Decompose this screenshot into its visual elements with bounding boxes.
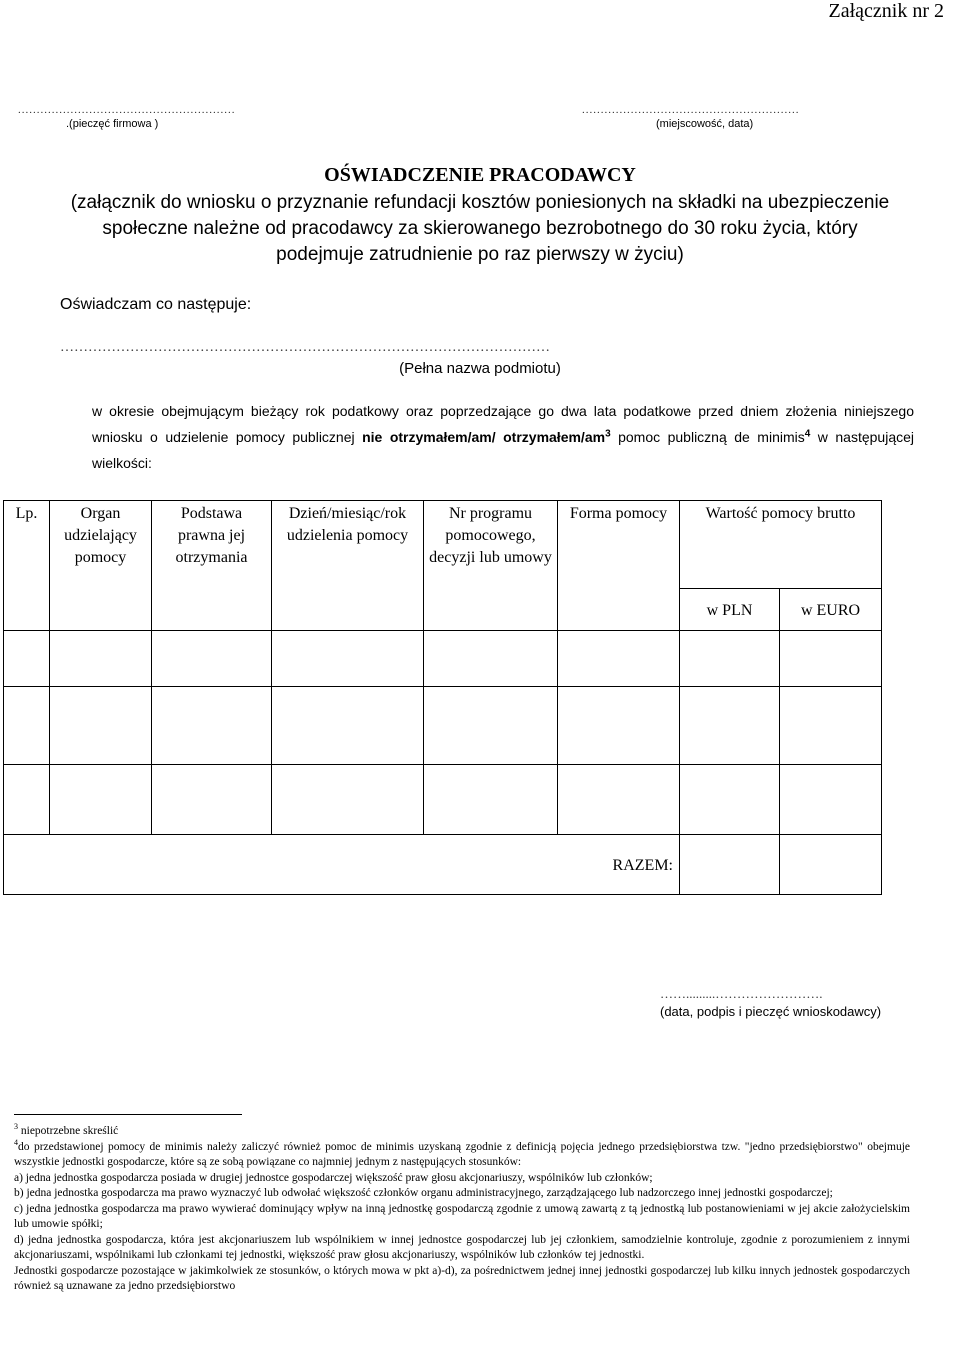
footnote-item-b: b) jedna jednostka gospodarcza ma prawo wyznaczyć lub odwołać większość członków organu administracyjnego, zarządzającego lub nadzorczego innej jednostki gospodarczej; [14,1187,833,1199]
total-row [4,835,882,895]
cell[interactable] [780,687,882,765]
footnote-3 [14,1124,910,1140]
cell[interactable] [272,687,424,765]
cell[interactable] [272,631,424,687]
table-row [4,687,882,765]
entity-name-label: (Pełna nazwa podmiotu) [399,360,561,377]
total-euro[interactable] [780,835,882,895]
cell[interactable] [680,631,780,687]
footnote-item-c: c) jedna jednostka gospodarcza ma prawo wywierać dominujący wpływ na inną jednostkę gospodarczą zgodnie z umową zawartą z tą jednostką lub postanowieniami w jej akcie założycielskim lub umowie spółki; [14,1202,910,1230]
statement-paragraph [92,398,914,476]
place-date-label: (miejscowość, data) [656,118,754,130]
cell[interactable] [50,631,152,687]
table-row [4,631,882,687]
subtitle-line-3: podejmuje zatrudnienie po raz pierwszy w życiu) [276,244,684,265]
footnote-closing: Jednostki gospodarcze pozostające w jakimkolwiek ze stosunków, o których mowa w pkt a)-d), za pośrednictwem jednej innej jednostki gospodarczej lub kilku innych jednostek gospodarczych również są uznawane za jedno przedsiębiorstwo [14,1264,910,1292]
cell[interactable] [680,765,780,835]
footnote-3-text: niepotrzebne skreślić [18,1125,119,1137]
total-pln[interactable] [680,835,780,895]
stamp-label: .(pieczęć firmowa ) [66,118,159,130]
footnote-4-text: do przedstawionej pomocy de minimis należy zaliczyć również pomoc de minimis uzyskaną zgodnie z definicją pojęcia jednego przedsiębiorstwa tzw. "jedno przedsiębiorstwo" obejmuje wszystkie jednostki gospodarcze, które są ze sobą powiązane co najmniej jednym z następujących stosunków: [14,1140,910,1168]
entity-name-dots: …………………………………………………………………………………………… [60,340,550,355]
footnote-item-a: a) jedna jednostka gospodarcza posiada w drugiej jednostce gospodarczej większość praw głosu akcjonariuszy, wspólników lub członków; [14,1171,653,1184]
document-title: OŚWIADCZENIE PRACODAWCY [324,164,636,186]
cell[interactable] [558,687,680,765]
cell[interactable] [558,631,680,687]
cell[interactable] [780,765,882,835]
cell[interactable] [272,765,424,835]
statement-text-2: pomoc publiczną de minimis [610,429,805,445]
header-legal-basis: Podstawa prawna jej otrzymania [152,501,272,631]
cell[interactable] [152,631,272,687]
header-organ: Organ udzielający pomocy [50,501,152,631]
cell[interactable] [50,687,152,765]
aid-table [3,500,882,895]
header-program: Nr programu pomocowego, decyzji lub umowy [424,501,558,631]
place-date-dots: .......................................................... [582,104,800,116]
stamp-dots: .......................................................... [18,104,236,116]
footnote-item-d: d) jedna jednostka gospodarcza, która jest akcjonariuszem lub wspólnikiem w innej jednostce gospodarczej lub jej członkiem, samodzielnie kontroluje, zgodnie z porozumieniem z innymi akcjonariuszami, wspólnikami lub członkami tej jednostki, większość praw głosu akcjonariuszy, wspólników lub członków tej jednostki. [14,1233,910,1261]
footnotes [14,1124,910,1295]
declare-label: Oświadczam co następuje: [60,296,252,313]
cell[interactable] [558,765,680,835]
statement-choice: nie otrzymałem/am/ otrzymałem/am [362,429,606,445]
header-date: Dzień/miesiąc/rok udzielenia pomocy [272,501,424,631]
cell[interactable] [4,631,50,687]
header-pln: w PLN [680,589,780,631]
signature-dots: …….........……………………. [660,986,823,1001]
subtitle-line-2: społeczne należne od pracodawcy za skierowanego bezrobotnego do 30 roku życia, który [102,218,858,239]
header-lp: Lp. [4,501,50,631]
footnote-separator [14,1114,242,1115]
header-value: Wartość pomocy brutto [680,501,882,589]
statement-text-1: w okresie obejmującym bieżący rok podatkowy oraz poprzedzające go dwa lata podatkowe przed dniem złożenia niniejszego wniosku o udzielenie pomocy publicznej [92,403,914,445]
cell[interactable] [424,765,558,835]
footnote-ref-4: 4 [804,428,811,440]
cell[interactable] [4,765,50,835]
cell[interactable] [4,687,50,765]
table-row [4,765,882,835]
cell[interactable] [50,765,152,835]
signature-label: (data, podpis i pieczęć wnioskodawcy) [660,1004,882,1019]
footnote-ref-3: 3 [605,428,611,440]
header-euro: w EURO [780,589,882,631]
cell[interactable] [680,687,780,765]
cell[interactable] [152,765,272,835]
footnote-4 [14,1137,910,1171]
cell[interactable] [424,687,558,765]
attachment-label: Załącznik nr 2 [828,0,944,22]
subtitle-line-1: (załącznik do wniosku o przyznanie refundacji kosztów poniesionych na składki na ubezpieczenie [70,192,890,213]
statement-text-3: w następującej wielkości: [92,429,914,471]
cell[interactable] [424,631,558,687]
footnote-3-number: 3 [14,1122,18,1132]
header-form: Forma pomocy [558,501,680,631]
cell[interactable] [780,631,882,687]
footnote-4-number: 4 [14,1137,18,1147]
total-label: RAZEM: [4,835,680,895]
cell[interactable] [152,687,272,765]
